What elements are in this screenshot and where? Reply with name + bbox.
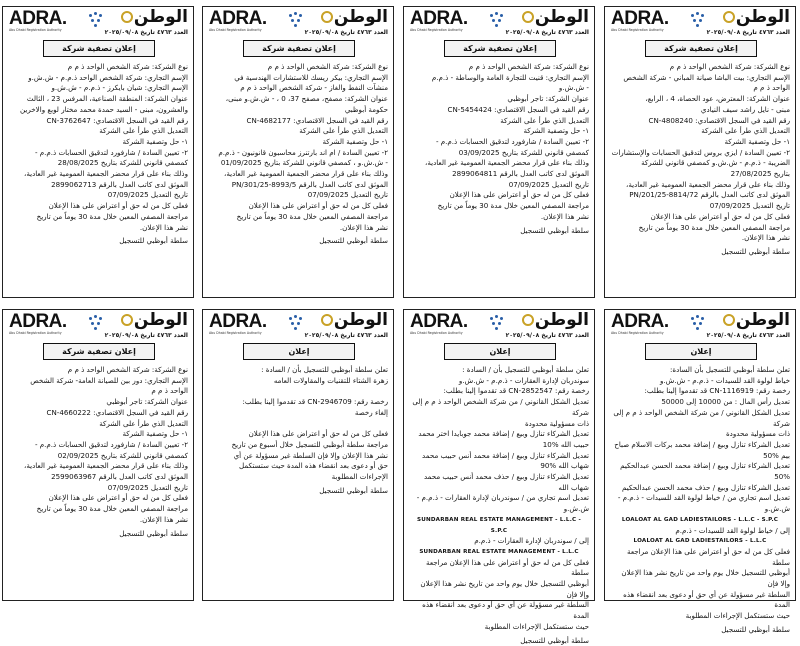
announcement-line: تعلن سلطة أبوظبي للتسجيل بأن / السادة :	[462, 365, 589, 374]
announcement-line: رخصة رقم: CN-1116919 قد تقدموا إلينا بطلب:	[644, 386, 790, 396]
announcement-line: الموثق لدى كاتب العدل بالرقم 8993/5-PN/301/25	[231, 179, 388, 189]
announcement-card-5	[604, 309, 796, 634]
announcement-line: التعديل الذي طرأ على الشركة	[99, 418, 188, 428]
issue-date: العدد ٤٧٦٣ تاريخ ٢٠٢٥/٠٩/٠٨	[304, 332, 388, 339]
adra-subtitle: Abu Dhabi Registration Authority	[410, 28, 463, 32]
announcement-line: فعلى كل من له حق أو اعتراض على هذا الإعلان	[248, 429, 388, 439]
announcement-line: إلى / خياط لولوة القد للسيدات - ذ.م.م	[675, 525, 790, 535]
announcement-line: نشر هذا الإعلان.	[139, 222, 188, 232]
announcement-line: وذلك بناء على قرار محضر الجمعية العمومية غير العادية،	[224, 169, 388, 179]
announcement-line: مراجعة المصفي المعين خلال مدة 30 يوماً من تاريخ	[437, 201, 589, 211]
announcement-line: حيث ستستكمل الإجراءات المطلوبة	[685, 611, 790, 621]
announcement-line: - ش.ش.و ، كمصفي قانوني للشركة بتاريخ 01/09/2025	[220, 158, 388, 168]
announcement-body	[610, 62, 790, 293]
announcement-line: حكومة أبوظبي	[344, 104, 388, 114]
announcement-line: منشآت النفط والغاز - شركة الشخص الواحد ذ م م	[240, 83, 388, 93]
adra-subtitle: Abu Dhabi Registration Authority	[611, 331, 664, 335]
announcement-line: نشر هذا الإعلان.	[741, 233, 790, 243]
announcement-card-3	[202, 6, 394, 298]
alwatan-emblem-icon	[522, 11, 534, 23]
announcement-line: رقم القيد في السجل الاقتصادي: CN-4808240	[648, 115, 790, 125]
card-header	[203, 7, 393, 39]
announcement-title: إعلان تصفية شركة	[243, 40, 355, 57]
announcement-card-2	[403, 6, 595, 298]
adra-subtitle: Abu Dhabi Registration Authority	[209, 331, 262, 335]
announcement-line: نشر هذا الإعلان.	[339, 222, 388, 232]
announcement-line: تاريخ التعديل 07/09/2025	[107, 190, 188, 200]
announcement-line: وذلك بناء على قرار محضر الجمعية العمومية غير العادية،	[24, 169, 188, 179]
announcement-line: مراجعة سلطة أبوظبي للتسجيل خلال أسبوع من تاريخ	[231, 439, 388, 449]
card-header	[3, 310, 193, 342]
announcement-line: تعديل الشكل القانوني / من شركة الشخص الواحد ذ م م إلى شركة	[613, 407, 790, 428]
announcement-body	[208, 62, 388, 293]
announcement-line: التعديل الذي طرأ على الشركة	[299, 126, 388, 136]
issue-date: العدد ٤٧٦٣ تاريخ ٢٠٢٥/٠٩/٠٨	[505, 332, 589, 339]
announcement-line: الموثق لدى كاتب العدل بالرقم 2599063967	[51, 472, 188, 482]
announcement-line: تعلن سلطة أبوظبي للتسجيل بأن السادة:	[670, 365, 790, 374]
announcement-line: تاريخ التعديل 07/09/2025	[307, 190, 388, 200]
announcement-line: نشر هذا الإعلان وإلا فإن السلطة غير مسؤولة عن أي	[233, 450, 388, 460]
announcement-line: مراجعة المصفي المعين خلال مدة 30 يوماً من تاريخ	[236, 211, 388, 221]
announcement-line: مراجعة المصفي المعين خلال مدة 30 يوماً من تاريخ	[36, 504, 188, 514]
announcement-line: رقم القيد في السجل الاقتصادي: CN-4682177	[246, 115, 388, 125]
announcement-line: أبوظبي للتسجيل خلال يوم واحد من تاريخ نشر هذا الإعلان وإلا فإن	[420, 579, 589, 599]
announcement-line: عنوان الشركة: المعترض، عود الحصاة، 4 ، الرابع،	[645, 94, 790, 104]
announcement-title: إعلان	[444, 343, 556, 360]
adra-dots-icon	[490, 12, 504, 28]
announcement-line: التعديل الذي طرأ على الشركة	[500, 115, 589, 125]
announcement-body	[8, 365, 188, 596]
announcement-line: سلطة أبوظبي للتسجيل	[319, 485, 388, 495]
adra-subtitle: Abu Dhabi Registration Authority	[209, 28, 262, 32]
announcement-line: ١- حل وتصفية الشركة	[122, 136, 188, 146]
announcement-line: فعلى كل من له حق أو اعتراض على هذا الإعلان	[48, 493, 188, 503]
alwatan-emblem-icon	[121, 11, 133, 23]
announcement-line: التعديل الذي طرأ على الشركة	[701, 126, 790, 136]
announcement-line: نشر هذا الإعلان.	[540, 211, 589, 221]
announcement-line: رقم القيد في السجل الاقتصادي: CN-5454424	[447, 104, 589, 114]
announcement-title: إعلان تصفية شركة	[444, 40, 556, 57]
adra-logo: ADRA.	[410, 8, 468, 29]
announcement-line: ٢- تعيين السادة / ايزي بروس لتدقيق الحسابات والإستشارات	[611, 147, 790, 157]
announcement-line: تعديل رأس المال : من 10000 إلى 50000	[661, 397, 790, 407]
adra-logo: ADRA.	[410, 311, 468, 332]
announcement-line: حيث ستستكمل الإجراءات المطلوبة	[484, 621, 589, 631]
announcement-line: تعديل الشركاء تنازل وبيع / إضافة محمد الحسن عبدالحكيم %50	[620, 461, 790, 482]
announcement-line: ذات مسؤولية محدودة	[725, 429, 790, 439]
announcement-line: - ش.ش.و	[558, 83, 589, 93]
announcement-line: الموثق لدى كاتب العدل بالرقم 2899062713	[51, 179, 188, 189]
adra-logo: ADRA.	[9, 311, 67, 332]
adra-logo: ADRA.	[611, 8, 669, 29]
announcement-line: الواحد ذ م م	[753, 83, 790, 93]
newspaper-name: الوطن	[333, 7, 388, 27]
announcement-line: التعديل الذي طرأ على الشركة	[99, 126, 188, 136]
announcement-line: سلطة أبوظبي للتسجيل	[119, 236, 188, 246]
announcement-line: SUNDARBAN REAL ESTATE MANAGEMENT - L.L.C	[419, 548, 579, 555]
announcement-line	[208, 419, 388, 430]
announcement-line	[208, 386, 388, 397]
announcement-line: وذلك بناء على قرار محضر الجمعية العمومية غير العادية،	[24, 461, 188, 471]
announcement-line: الإجراءات المطلوبة	[331, 472, 388, 482]
announcement-line: تعديل الشكل القانوني / من شركة الشخص الواحد ذ م م إلى شركة	[412, 397, 589, 417]
newspaper-name: الوطن	[333, 310, 388, 330]
announcement-line: ٢- تعيين السادة / ام اند بارتنرز محاسبون قانونيون - ذ.م.م	[218, 147, 388, 157]
announcement-line: كمصفي قانوني للشركة بتاريخ 03/09/2025	[458, 147, 589, 157]
announcement-line: الموثق لدى كاتب العدل بالرقم 2899064811	[452, 169, 589, 179]
announcement-line: تعديل الشركاء تنازل وبيع / حذف محمد أنس حبيب محمد شهاب الله	[423, 472, 589, 492]
announcement-card-6	[403, 309, 595, 645]
newspaper-name: الوطن	[133, 7, 188, 27]
alwatan-emblem-icon	[522, 314, 534, 326]
announcement-line: عنوان الشركة: تاجر أبوظبي	[507, 94, 589, 104]
issue-date: العدد ٤٧٦٣ تاريخ ٢٠٢٥/٠٩/٠٨	[706, 332, 790, 339]
announcement-line: مبنى - نايل راشد سيف النيادي	[700, 104, 790, 114]
alwatan-emblem-icon	[321, 314, 333, 326]
adra-logo: ADRA.	[209, 311, 267, 332]
announcement-line: عنوان الشركة: المنطقة الصناعية، المرفس 23 ، الثالث	[26, 94, 188, 104]
announcement-line: إلى / سوندربان لإدارة العقارات - ذ.م.م	[474, 536, 589, 546]
adra-logo: ADRA.	[611, 311, 669, 332]
announcement-line: حق أو دعوى بعد انقضاء هذه المدة حيث ستستكمل	[239, 461, 388, 471]
announcement-line: السلطة غير مسؤولة عن أي حق أو دعوى بعد انقضاء هذه المدة	[422, 600, 589, 621]
adra-logo: ADRA.	[9, 8, 67, 29]
announcement-line: الإسم التجاري: بيت الباشا صيانة المباني - شركة الشخص	[623, 72, 790, 82]
announcement-line: سلطة أبوظبي للتسجيل	[721, 624, 790, 634]
announcement-title: إعلان تصفية شركة	[43, 343, 155, 360]
announcement-line: نشر هذا الإعلان.	[139, 514, 188, 524]
announcement-line: فعلى كل من له حق أو اعتراض على هذا الإعلان	[449, 190, 589, 200]
announcement-body	[208, 365, 388, 596]
announcement-line: تاريخ التعديل 07/09/2025	[107, 482, 188, 492]
announcement-line: تعلن سلطة أبوظبي للتسجيل بأن / السادة :	[261, 365, 388, 374]
announcement-line: فعلى كل من له حق أو اعتراض على هذا الإعلان مراجعة سلطة	[627, 546, 790, 567]
announcement-line: ٢- تعيين السادة / شارفورد لتدقيق الحسابات ذ.م.م -	[34, 439, 188, 449]
announcement-line: رقم القيد في السجل الاقتصادي: CN-3762647	[46, 115, 188, 125]
issue-date: العدد ٤٧٦٣ تاريخ ٢٠٢٥/٠٩/٠٨	[706, 29, 790, 36]
adra-dots-icon	[490, 315, 504, 331]
announcement-line: الإسم التجاري: دور بين للصيانة العامة- شركة الشخص	[30, 375, 188, 385]
issue-date: العدد ٤٧٦٣ تاريخ ٢٠٢٥/٠٩/٠٨	[505, 29, 589, 36]
announcement-line: الإسم التجاري: شركة الشخص الواحد ذ.م.م - ش.ش.و	[28, 72, 188, 82]
newspaper-name: الوطن	[735, 310, 790, 330]
announcement-card-4	[2, 6, 194, 298]
announcement-line: كمصفي قانوني للشركة بتاريخ 28/08/2025	[57, 158, 188, 168]
adra-dots-icon	[289, 12, 303, 28]
announcement-card-8	[2, 309, 194, 601]
newspaper-name: الوطن	[534, 310, 589, 330]
announcement-line: إلغاء رخصة	[354, 407, 388, 417]
adra-dots-icon	[89, 12, 103, 28]
announcement-line: الضريبة - ذ.م.م - ش.ش.و كمصفي قانوني للشركة	[641, 158, 790, 168]
announcement-line: كمصفي قانوني للشركة بتاريخ 02/09/2025	[57, 450, 188, 460]
announcement-line: نوع الشركة: شركة الشخص الواحد ذ م م	[67, 62, 188, 71]
announcement-line: نوع الشركة: شركة الشخص الواحد ذ م م	[468, 62, 589, 71]
announcement-line: ٢- تعيين السادة / شارفورد لتدقيق الحسابات ذ.م.م -	[34, 147, 188, 157]
announcement-line: وذلك بناء على قرار محضر الجمعية العمومية غير العادية،	[626, 179, 790, 189]
announcement-title: إعلان	[645, 343, 757, 360]
announcement-line: الإسم التجاري: شيان بايكرز - ذ.م.م - ش.ش.و	[51, 83, 188, 93]
announcement-line: فعلى كل من له حق أو اعتراض على هذا الإعلان	[48, 201, 188, 211]
announcement-body	[8, 62, 188, 293]
adra-subtitle: Abu Dhabi Registration Authority	[9, 331, 62, 335]
card-header	[3, 7, 193, 39]
announcement-line: ١- حل وتصفية الشركة	[322, 136, 388, 146]
announcement-line: مراجعة المصفي المعين خلال مدة 30 يوماً من تاريخ	[36, 211, 188, 221]
announcement-body	[409, 365, 589, 645]
announcement-line: فعلى كل من له حق أو اعتراض على هذا الإعلان	[650, 211, 790, 221]
announcement-line: تعديل الشركاء تنازل وبيع / إضافة محمد بركات الاسلام صباح بيم %50	[614, 439, 790, 460]
adra-logo: ADRA.	[209, 8, 267, 29]
announcement-card-1	[604, 6, 796, 298]
announcement-line: تعديل الشركاء تنازل وبيع / إضافة محمد أنس حبيب محمد شهاب الله %90	[422, 450, 589, 471]
card-header	[203, 310, 393, 342]
announcement-line: بتاريخ 27/08/2025	[730, 169, 790, 179]
announcement-line: سلطة أبوظبي للتسجيل	[119, 528, 188, 538]
announcement-line: رخصة رقم: CN-2852547 قد تقدموا إلينا بطلب:	[443, 386, 589, 396]
announcement-line: الإسم التجاري: قنيت للتجارة العامة والوساطة - ذ.م.م	[431, 72, 589, 82]
announcement-title: إعلان تصفية شركة	[43, 40, 155, 57]
announcement-line: سلطة أبوظبي للتسجيل	[319, 236, 388, 246]
adra-dots-icon	[691, 12, 705, 28]
adra-subtitle: Abu Dhabi Registration Authority	[9, 28, 62, 32]
alwatan-emblem-icon	[321, 11, 333, 23]
announcement-line: سلطة أبوظبي للتسجيل	[520, 635, 589, 645]
announcement-line: الموثق لدى كاتب العدل بالرقم 8814/72-PN/201/25	[629, 190, 790, 200]
announcement-line: أبوظبي للتسجيل خلال يوم واحد من تاريخ نشر هذا الإعلان وإلا فإن	[621, 568, 790, 589]
announcement-body	[409, 62, 589, 293]
announcement-line: عنوان الشركة: تاجر أبوظبي	[106, 397, 188, 407]
adra-dots-icon	[691, 315, 705, 331]
announcement-line: رخصة رقم: CN-2946709 قد تقدموا إلينا بطلب:	[242, 397, 388, 407]
announcement-line: رقم القيد في السجل الاقتصادي: CN-4660222	[46, 407, 188, 417]
announcement-line: زهرة الشتاء للتقنيات والمقاولات العامه	[273, 375, 388, 385]
adra-subtitle: Abu Dhabi Registration Authority	[611, 28, 664, 32]
card-header	[404, 7, 594, 39]
card-header	[605, 7, 795, 39]
announcement-line: ذات مسؤولية محدودة	[524, 418, 589, 428]
announcement-line: تعديل الشركاء تنازل وبيع / إضافة محمد جوبايدا اختر محمد حبيب الله %10	[418, 429, 589, 449]
announcement-line: نوع الشركة: شركة الشخص الواحد ذ م م	[669, 62, 790, 71]
card-header	[404, 310, 594, 342]
announcement-line: تعديل اسم تجاري من / سوندربان لإدارة العقارات - ذ.م.م - ش.ش.و	[416, 493, 589, 514]
announcement-line: LOALOAT AL GAD LADIESTAILORS - L.L.C - S.P.C	[621, 516, 779, 523]
announcement-line: الإسم التجاري: بيكر ريسك للاستشارات الهندسية في	[234, 72, 388, 82]
alwatan-emblem-icon	[121, 314, 133, 326]
announcement-line: ٢- تعيين السادة / شارفورد لتدقيق الحسابات ذ.م.م -	[435, 136, 589, 146]
announcement-line: سلطة أبوظبي للتسجيل	[721, 246, 790, 256]
announcement-line: سلطة أبوظبي للتسجيل	[520, 225, 589, 235]
announcement-line: سوندربان لإدارة العقارات - ذ.م.م - ش.ش.و	[458, 375, 589, 385]
announcement-body	[610, 365, 790, 634]
issue-date: العدد ٤٧٦٣ تاريخ ٢٠٢٥/٠٩/٠٨	[304, 29, 388, 36]
announcement-line: مراجعة المصفي المعين خلال مدة 30 يوماً من تاريخ	[638, 222, 790, 232]
announcement-line: نوع الشركة: شركة الشخص الواحد ذ م م	[267, 62, 388, 71]
alwatan-emblem-icon	[723, 11, 735, 23]
alwatan-emblem-icon	[723, 314, 735, 326]
announcement-title: إعلان	[243, 343, 355, 360]
newspaper-name: الوطن	[735, 7, 790, 27]
announcement-line: والعشرون، مبنى - السيد حمدة محمد مختار لوبع والاخرين	[20, 104, 188, 114]
announcement-line: SUNDARBAN REAL ESTATE MANAGEMENT - L.L.C - S.P.C	[416, 516, 581, 534]
adra-subtitle: Abu Dhabi Registration Authority	[410, 331, 463, 335]
announcement-line: تعديل اسم تجاري من / خياط لولوة القد للسيدات - ذ.م.م - ش.ش.و	[617, 493, 790, 514]
announcement-line: السلطة غير مسؤولة عن أي حق أو دعوى بعد انقضاء هذه المدة	[623, 589, 790, 610]
adra-dots-icon	[89, 315, 103, 331]
announcement-line: تاريخ التعديل 07/09/2025	[709, 201, 790, 211]
announcement-card-7	[202, 309, 394, 601]
announcement-line: عنوان الشركة: مصفح، مصفح 37، 0 ، - ش.ش.و مبنى،	[225, 94, 388, 104]
announcement-line: فعلى كل من له حق أو اعتراض على هذا الإعلان مراجعة سلطة	[426, 557, 589, 578]
announcement-line: تاريخ التعديل 07/09/2025	[508, 179, 589, 189]
announcement-title: إعلان تصفية شركة	[645, 40, 757, 57]
adra-dots-icon	[289, 315, 303, 331]
announcement-line: الواحد ذ م م	[151, 386, 188, 396]
card-header	[605, 310, 795, 342]
announcement-line: ١- حل وتصفية الشركة	[724, 136, 790, 146]
announcement-line: ١- حل وتصفية الشركة	[523, 126, 589, 136]
newspaper-name: الوطن	[534, 7, 589, 27]
announcement-line: خياط لولوة القد للسيدات - ذ.م.م - ش.ش.و	[659, 375, 790, 385]
issue-date: العدد ٤٧٦٣ تاريخ ٢٠٢٥/٠٩/٠٨	[104, 332, 188, 339]
announcement-line: وذلك بناء على قرار محضر الجمعية العمومية غير العادية،	[425, 158, 589, 168]
newspaper-name: الوطن	[133, 310, 188, 330]
announcement-line: LOALOAT AL GAD LADIESTAILORS - L.L.C	[633, 538, 767, 545]
announcement-line: فعلى كل من له حق أو اعتراض على هذا الإعلان	[248, 201, 388, 211]
announcement-line: نوع الشركة: شركة الشخص الواحد ذ م م	[67, 365, 188, 374]
announcement-line: ١- حل وتصفية الشركة	[122, 429, 188, 439]
announcement-line: تعديل الشركاء تنازل وبيع / حذف محمد الحسن عبدالحكيم	[621, 482, 790, 492]
issue-date: العدد ٤٧٦٣ تاريخ ٢٠٢٥/٠٩/٠٨	[104, 29, 188, 36]
